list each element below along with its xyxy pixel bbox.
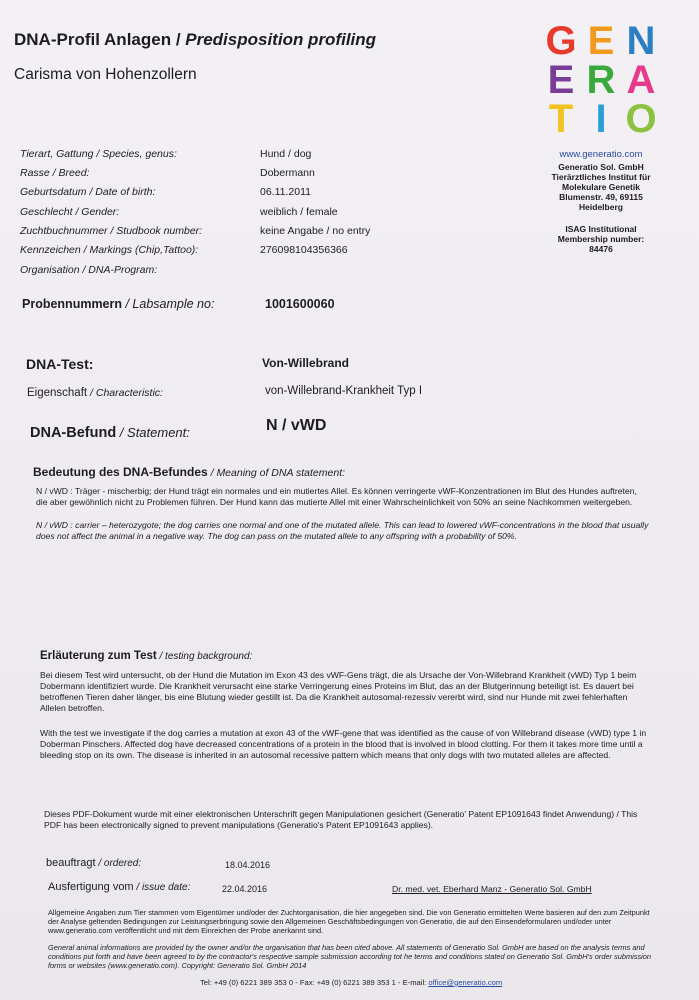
dob-label: Geburtsdatum / Date of birth: [20,186,156,198]
characteristic-label [27,387,163,399]
logo-letter: A [626,58,656,102]
characteristic-value: von-Willebrand-Krankheit Typ I [265,385,423,397]
gender-label: Geschlecht / Gender: [20,206,120,218]
signer: Dr. med. vet. Eberhard Manz - Generatio Sol. GmbH [392,884,592,894]
meaning-heading-en: / Meaning of DNA statement: [207,467,346,479]
org-line-3: Blumenstr. 49, 69115 [559,192,643,202]
disclaimer-de: Allgemeine Angaben zum Tier stammen vom Eigentümer und/oder der Zuchtorganisation, die hier angegeben sind. Die von Generatio ermittelten Werte basieren auf den zum Zeitpunkt der Analyse geltenden Bedingungen zur Leistungserbringung sowie den Allgemeinen Geschäftsbedingungen von Generatio, die auf den Einsendeformularen und/oder unter www.generatio.com veröffentlicht und mit dem Einreichen der Probe anerkannt sind. [48,908,650,935]
labsample-label-de: Probennummern [22,297,123,311]
statement-label-en: / Statement: [116,425,190,440]
disclaimer-en: General animal informations are provided by the owner and/or the organisation that has been cited above. All statements of Generatio Sol. GmbH are based on the analysis terms and conditions put forth and have been agreed to by the contractor's respective sample submission according tot he terms and conditions stated on Generatio Sol. GmbH's order submission forms or websites (www.generatio.com). Copyright: Generatio Sol. GmbH 2014 [48,943,652,970]
logo-letter: T [548,97,574,141]
email-link[interactable]: office@generatio.com [428,978,503,987]
title-separator: / [171,30,186,49]
background-heading-en: / testing background: [156,651,253,662]
title-german: DNA-Profil Anlagen [14,30,172,49]
isag-line-2: Membership number: [557,234,645,244]
org-website[interactable] [541,150,661,160]
breed-value: Dobermann [260,167,315,179]
generatio-logo [541,19,661,141]
org-line-1: Tierärztliches Institut für [551,172,651,182]
logo-letter: O [625,97,657,141]
isag-membership [541,224,661,254]
statement-label-de: DNA-Befund [30,425,117,441]
issue-value: 22.04.2016 [222,884,268,894]
dob-value: 06.11.2011 [260,186,311,198]
background-text-de: Bei diesem Test wird untersucht, ob der Hund die Mutation im Exon 43 des vWF-Gens trägt, die als Ursache der Von-Willebrand Krankheit (vWD) Typ 1 beim Dobermann identifiziert wurde. Die Krankheit verursacht eine starke Verringerung eines Proteins im Blut, das an der Blutgerinnung beteiligt ist. Es dauert bei betroffenen Tieren daher länger, bis eine Blutung wieder gestillt ist. Da die Krankheit autosomal-rezessiv vererbt wird, sind nur Hunde mit zwei fehlerhaften Allelen betroffen. [40,670,637,713]
studbook-value: keine Angabe / no entry [260,225,371,237]
logo-letter: E [547,58,575,102]
dna-test-label: DNA-Test: [26,356,94,372]
breed-label: Rasse / Breed: [20,167,90,179]
meaning-text-de: N / vWD : Träger - mischerbig; der Hund trägt ein normales und ein mutiertes Allel. Es können verringerte vWF-Konzentrationen im Blut des Hundes auftreten, die aber gewöhnlich nicht zu Problemen führen. Der Hund kann das mutierte Allel mit einer Wahrscheinlichkeit von 50% an seine Nachkommen weitergeben. [36,486,637,507]
org-address [541,162,661,212]
website-link[interactable]: www.generatio.com [559,149,643,160]
org-line-2: Molekulare Genetik [562,182,640,192]
issue-label-de: Ausfertigung vom [48,881,134,893]
statement-label [30,425,190,441]
meaning-heading [33,465,345,479]
org-line-4: Heidelberg [579,202,623,212]
contact-line [200,978,502,987]
statement-value: N / vWD [266,417,327,434]
ordered-label [46,857,141,869]
studbook-label: Zuchtbuchnummer / Studbook number: [20,225,203,237]
labsample-label [22,297,214,311]
logo-letter: G [545,19,577,63]
dna-test-value: Von-Willebrand [262,356,349,370]
isag-line-1: ISAG Institutional [565,224,637,234]
signature-note: Dieses PDF-Dokument wurde mit einer elektronischen Unterschrift gegen Manipulationen gesichert (Generatio' Patent EP1091643 findet Anwendung) / This PDF has been electronically signed to prevent manipulations (Generatio's Patent EP1091643 applies). [44,809,638,830]
background-heading-de: Erläuterung zum Test [40,650,157,662]
isag-number: 84476 [589,244,613,254]
background-heading [40,650,252,662]
org-name: Generatio Sol. GmbH [558,162,644,172]
issue-label [48,881,190,893]
ordered-label-de: beauftragt [46,857,96,869]
meaning-text-en: N / vWD : carrier – heterozygote; the dog carries one normal and one of the mutated allele. This can lead to lowered vWF-concentrations in the blood that usually does not affect the animal in a negative way. The dog can pass on the mutated allele to any offspring with a probability of 50%. [36,520,649,541]
characteristic-label-de: Eigenschaft [27,387,88,399]
gender-value: weiblich / female [260,206,338,218]
contact-text: Tel: +49 (0) 6221 389 353 0 - Fax: +49 (0) 6221 389 353 1 - E-mail: [200,978,429,987]
labsample-label-en: / Labsample no: [122,297,215,311]
document-title [14,30,376,50]
species-label: Tierart, Gattung / Species, genus: [20,148,177,160]
characteristic-label-en: / Characteristic: [87,387,163,399]
markings-label: Kennzeichen / Markings (Chip,Tattoo): [20,244,199,256]
meaning-heading-de: Bedeutung des DNA-Befundes [33,465,208,479]
logo-letter: I [595,97,607,141]
labsample-value: 1001600060 [265,297,335,311]
background-text-en: With the test we investigate if the dog carries a mutation at exon 43 of the vWF-gene that was identified as the cause of von Willebrand disease (vWD) type 1 in Doberman Pinschers. Affected dog have decreased concentrations of a protein in the blood that is involved in blood clotting. For them it takes more time until a bleeding stop on its own. The disease is inherited in an autosomal recessive pattern which means that only dogs with two mutated alleles are affected. [40,728,647,760]
title-english: Predisposition profiling [185,30,377,49]
dog-name: Carisma von Hohenzollern [14,66,197,83]
species-value: Hund / dog [260,148,312,160]
markings-value: 276098104356366 [260,244,348,256]
logo-letter: N [626,19,656,63]
issue-label-en: / issue date: [133,882,191,893]
ordered-label-en: / ordered: [95,858,142,869]
logo-letter: R [586,58,616,102]
ordered-value: 18.04.2016 [225,860,271,870]
organisation-label: Organisation / DNA-Program: [20,264,158,276]
logo-letter: E [587,19,615,63]
